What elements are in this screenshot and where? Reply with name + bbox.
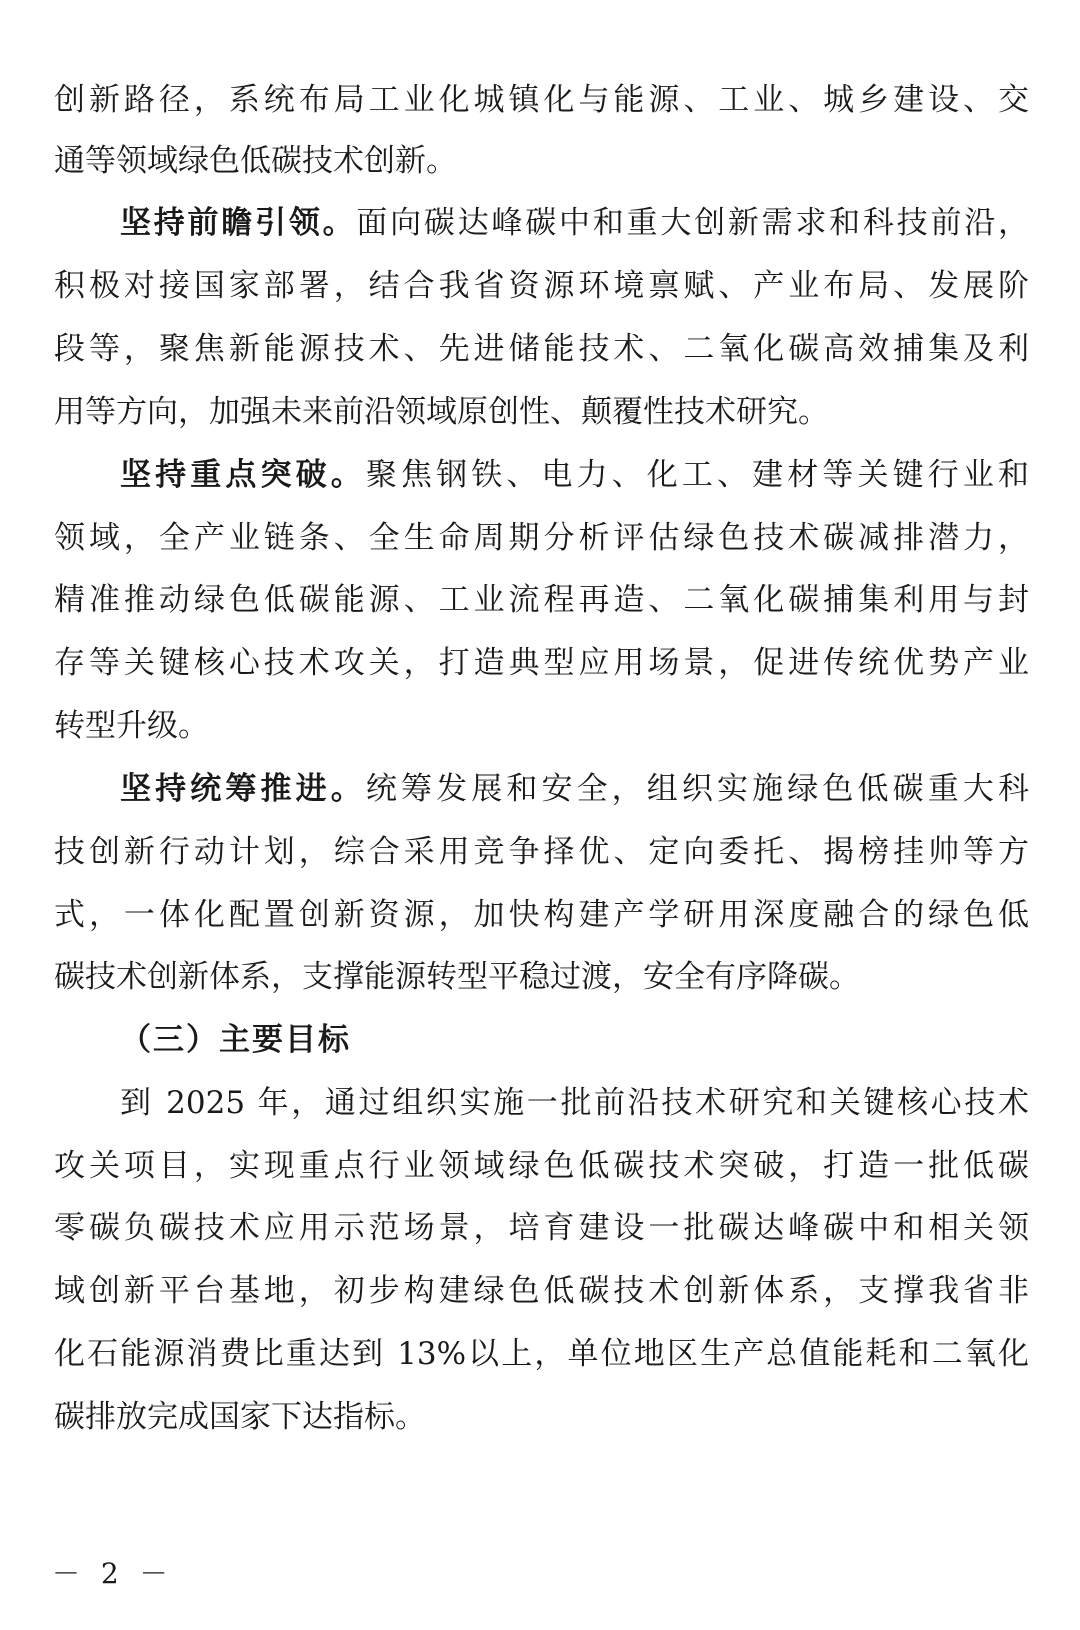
paragraph-line: 域创新平台基地，初步构建绿色低碳技术创新体系，支撑我省非 bbox=[54, 1273, 1029, 1309]
paragraph-line bbox=[120, 203, 1029, 243]
paragraph-line: 技创新行动计划，综合采用竞争择优、定向委托、揭榜挂帅等方 bbox=[54, 834, 1029, 870]
paragraph-line: 化石能源消费比重达到 13%以上，单位地区生产总值能耗和二氧化 bbox=[54, 1336, 1029, 1372]
paragraph-lead: 坚持重点突破。 bbox=[120, 457, 366, 493]
paragraph-line: 转型升级。 bbox=[54, 708, 209, 744]
paragraph-line bbox=[120, 455, 1029, 495]
paragraph-line: 碳排放完成国家下达指标。 bbox=[54, 1399, 426, 1435]
section-heading: （三）主要目标 bbox=[120, 1022, 351, 1058]
paragraph-line: 积极对接国家部署，结合我省资源环境禀赋、产业布局、发展阶 bbox=[54, 268, 1029, 304]
paragraph-line: 段等，聚焦新能源技术、先进储能技术、二氧化碳高效捕集及利 bbox=[54, 331, 1029, 367]
paragraph-line: 创新路径，系统布局工业化城镇化与能源、工业、城乡建设、交 bbox=[54, 82, 1029, 118]
paragraph-line bbox=[120, 769, 1029, 809]
paragraph-text: 统筹发展和安全，组织实施绿色低碳重大科 bbox=[365, 771, 1030, 807]
paragraph-line: 领域，全产业链条、全生命周期分析评估绿色技术碳减排潜力， bbox=[54, 520, 1029, 556]
paragraph-text: 聚焦钢铁、电力、化工、建材等关键行业和 bbox=[365, 457, 1030, 493]
paragraph-text: 面向碳达峰碳中和重大创新需求和科技前沿， bbox=[356, 205, 1030, 241]
paragraph-lead: 坚持前瞻引领。 bbox=[120, 205, 357, 241]
paragraph-line: 通等领域绿色低碳技术创新。 bbox=[54, 143, 457, 179]
paragraph-line: 存等关键核心技术攻关，打造典型应用场景，促进传统优势产业 bbox=[54, 645, 1029, 681]
paragraph-line: 用等方向，加强未来前沿领域原创性、颠覆性技术研究。 bbox=[54, 394, 829, 430]
paragraph-line: 攻关项目，实现重点行业领域绿色低碳技术突破，打造一批低碳 bbox=[54, 1148, 1029, 1184]
paragraph-lead: 坚持统筹推进。 bbox=[120, 771, 366, 807]
page-number: － 2 － bbox=[52, 1557, 174, 1590]
paragraph-line: 碳技术创新体系，支撑能源转型平稳过渡，安全有序降碳。 bbox=[54, 959, 860, 995]
paragraph-line: 精准推动绿色低碳能源、工业流程再造、二氧化碳捕集利用与封 bbox=[54, 582, 1029, 618]
paragraph-line: 式，一体化配置创新资源，加快构建产学研用深度融合的绿色低 bbox=[54, 897, 1029, 933]
paragraph-line: 到 2025 年，通过组织实施一批前沿技术研究和关键核心技术 bbox=[120, 1085, 1029, 1121]
paragraph-line: 零碳负碳技术应用示范场景，培育建设一批碳达峰碳中和相关领 bbox=[54, 1210, 1029, 1246]
